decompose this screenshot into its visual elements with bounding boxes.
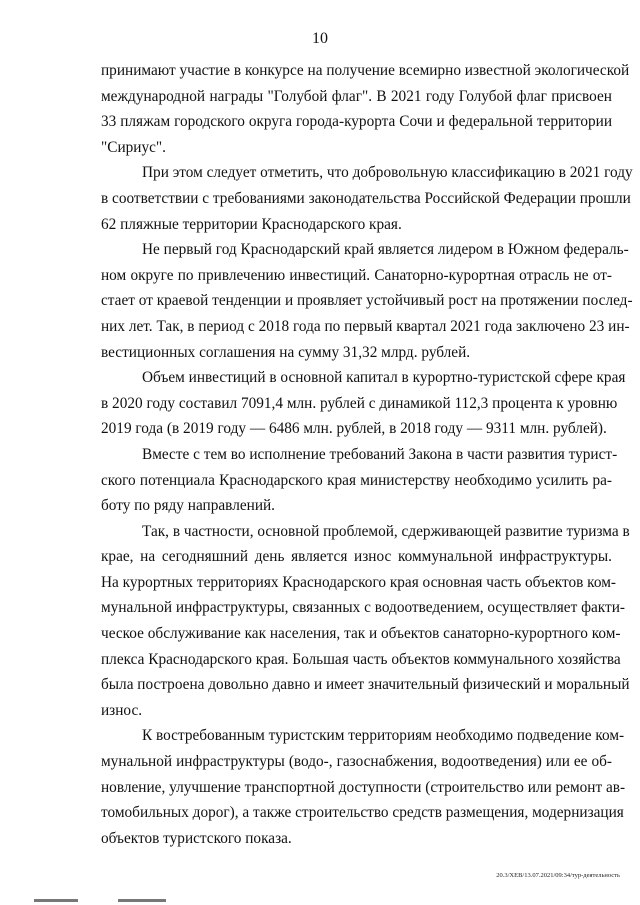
paragraph-line: Так, в частности, основной проблемой, сдерживающей развитие туризма в (142, 522, 630, 540)
paragraph (101, 519, 630, 724)
document-body (101, 58, 633, 851)
paragraph (101, 58, 630, 160)
paragraph-line: "Сириус". (101, 138, 166, 156)
paragraph-line: К востребованным туристским территориям необходимо подведение ком- (142, 727, 625, 745)
paragraph-line: износ. (101, 701, 143, 719)
paragraph-line: Не первый год Краснодарский край является лидером в Южном федераль- (142, 241, 629, 259)
paragraph-line: стает от краевой тенденции и проявляет устойчивый рост на протяжении послед- (101, 292, 633, 310)
paragraph (101, 723, 626, 851)
scan-artifact-mark (118, 899, 166, 902)
paragraph-line: Объем инвестиций в основной капитал в курортно-туристской сфере края (142, 369, 626, 387)
paragraph-line: новление, улучшение транспортной доступности (строительство или ремонт ав- (101, 778, 626, 796)
paragraph-line: была построена довольно давно и имеет значительный физический и моральный (101, 676, 630, 694)
scan-artifact-mark (34, 899, 78, 902)
paragraph-line: боту по ряду направлений. (101, 497, 276, 515)
paragraph-line: ном округе по привлечению инвестиций. Санаторно-курортная отрасль не от- (101, 266, 612, 284)
paragraph-line: вестиционных соглашения на сумму 31,32 млрд. рублей. (101, 343, 471, 361)
paragraph-line: мунальной инфраструктуры, связанных с водоотведением, осуществляет факти- (101, 599, 625, 617)
paragraph-line: При этом следует отметить, что добровольную классификацию в 2021 году (142, 164, 633, 182)
paragraph-line: них лет. Так, в период с 2018 года по первый квартал 2021 года заключено 23 ин- (101, 317, 630, 335)
paragraph-line: объектов туристского показа. (101, 829, 292, 847)
paragraph-line: 62 пляжные территории Краснодарского края. (101, 215, 402, 233)
paragraph (101, 442, 618, 519)
paragraph-line: в соответствии с требованиями законодательства Российской Федерации прошли (101, 189, 631, 207)
page-number: 10 (312, 30, 328, 47)
paragraph (101, 237, 633, 365)
paragraph-line: плекса Краснодарского края. Большая часть объектов коммунального хозяйства (101, 650, 621, 668)
paragraph-line: 2019 года (в 2019 году — 6486 млн. рублей, в 2018 году — 9311 млн. рублей). (101, 420, 607, 438)
paragraph-line: Вместе с тем во исполнение требований Закона в части развития турист- (142, 445, 618, 463)
paragraph-line: ческое обслуживание как населения, так и объектов санаторно-курортного ком- (101, 625, 621, 643)
paragraph (101, 365, 626, 442)
paragraph-line: На курортных территориях Краснодарского края основная часть объектов ком- (101, 573, 616, 591)
paragraph-line: в 2020 году составил 7091,4 млн. рублей с динамикой 112,3 процента к уровню (101, 394, 618, 412)
paragraph-line: крае, на сегодняшний день является износ коммунальной инфраструктуры. (101, 548, 612, 566)
document-footer-code: 20.3/ХЕВ/13.07.2021/09:34/тур-деятельность (496, 872, 620, 879)
paragraph-line: ского потенциала Краснодарского края министерству необходимо усилить ра- (101, 471, 612, 489)
paragraph-line: принимают участие в конкурсе на получение всемирно известной экологической (101, 62, 630, 79)
paragraph-line: 33 пляжам городского округа города-курорта Сочи и федеральной территории (101, 113, 612, 131)
paragraph-line: томобильных дорог), а также строительство средств размещения, модернизация (101, 804, 624, 822)
paragraph (101, 160, 633, 237)
paragraph-line: мунальной инфраструктуры (водо-, газоснабжения, водоотведения) или ее об- (101, 753, 612, 771)
paragraph-line: международной награды "Голубой флаг". В 2021 году Голубой флаг присвоен (101, 87, 612, 105)
